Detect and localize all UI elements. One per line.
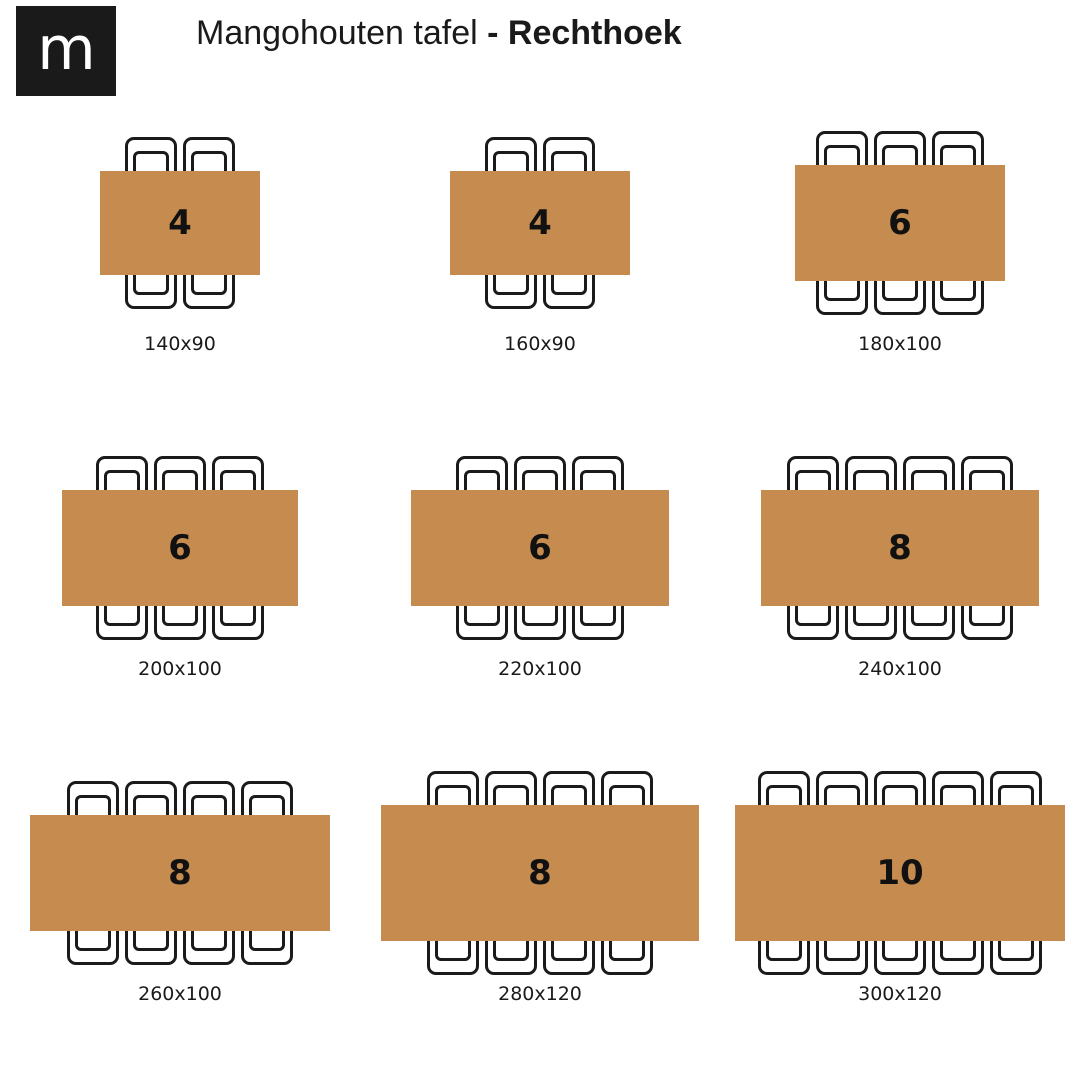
page-title xyxy=(196,14,682,53)
table-diagram xyxy=(360,755,720,1005)
seat-count: 8 xyxy=(168,853,192,893)
seat-count: 4 xyxy=(528,203,552,243)
table-top xyxy=(411,490,669,606)
table-dimensions-label: 200x100 xyxy=(138,658,222,680)
table-diagram xyxy=(360,105,720,355)
table-dimensions-label: 160x90 xyxy=(504,333,576,355)
seat-count: 8 xyxy=(888,528,912,568)
seat-count: 4 xyxy=(168,203,192,243)
table-dimensions-label: 260x100 xyxy=(138,983,222,1005)
table-size-card[interactable] xyxy=(0,105,360,430)
table-dimensions-label: 140x90 xyxy=(144,333,216,355)
table-diagram xyxy=(0,105,360,355)
table-top xyxy=(30,815,330,931)
seat-count: 10 xyxy=(876,853,924,893)
table-diagram xyxy=(720,755,1080,1005)
seat-count: 8 xyxy=(528,853,552,893)
table-dimensions-label: 300x120 xyxy=(858,983,942,1005)
table-size-card[interactable] xyxy=(0,430,360,755)
table-top xyxy=(450,171,630,275)
page-title-separator: - xyxy=(487,14,508,52)
table-diagram xyxy=(360,430,720,680)
table-size-card[interactable] xyxy=(720,105,1080,430)
table-dimensions-label: 240x100 xyxy=(858,658,942,680)
table-diagram xyxy=(720,430,1080,680)
table-size-grid xyxy=(0,105,1080,1080)
table-top xyxy=(381,805,699,941)
table-size-card[interactable] xyxy=(360,105,720,430)
table-size-card[interactable] xyxy=(720,755,1080,1080)
page-title-bold: Rechthoek xyxy=(507,14,682,52)
seat-count: 6 xyxy=(528,528,552,568)
table-size-card[interactable] xyxy=(360,755,720,1080)
page-header xyxy=(0,0,1080,105)
table-dimensions-label: 280x120 xyxy=(498,983,582,1005)
table-size-card[interactable] xyxy=(360,430,720,755)
page-title-main: Mangohouten tafel xyxy=(196,14,488,52)
table-top xyxy=(795,165,1005,281)
table-top xyxy=(761,490,1039,606)
table-size-card[interactable] xyxy=(720,430,1080,755)
table-size-card[interactable] xyxy=(0,755,360,1080)
table-top xyxy=(735,805,1065,941)
seat-count: 6 xyxy=(888,203,912,243)
seat-count: 6 xyxy=(168,528,192,568)
table-diagram xyxy=(0,755,360,1005)
table-dimensions-label: 180x100 xyxy=(858,333,942,355)
table-dimensions-label: 220x100 xyxy=(498,658,582,680)
table-top xyxy=(62,490,298,606)
table-top xyxy=(100,171,260,275)
table-diagram xyxy=(720,105,1080,355)
logo-glyph: m xyxy=(37,14,95,84)
mh-logo xyxy=(16,6,116,96)
table-diagram xyxy=(0,430,360,680)
